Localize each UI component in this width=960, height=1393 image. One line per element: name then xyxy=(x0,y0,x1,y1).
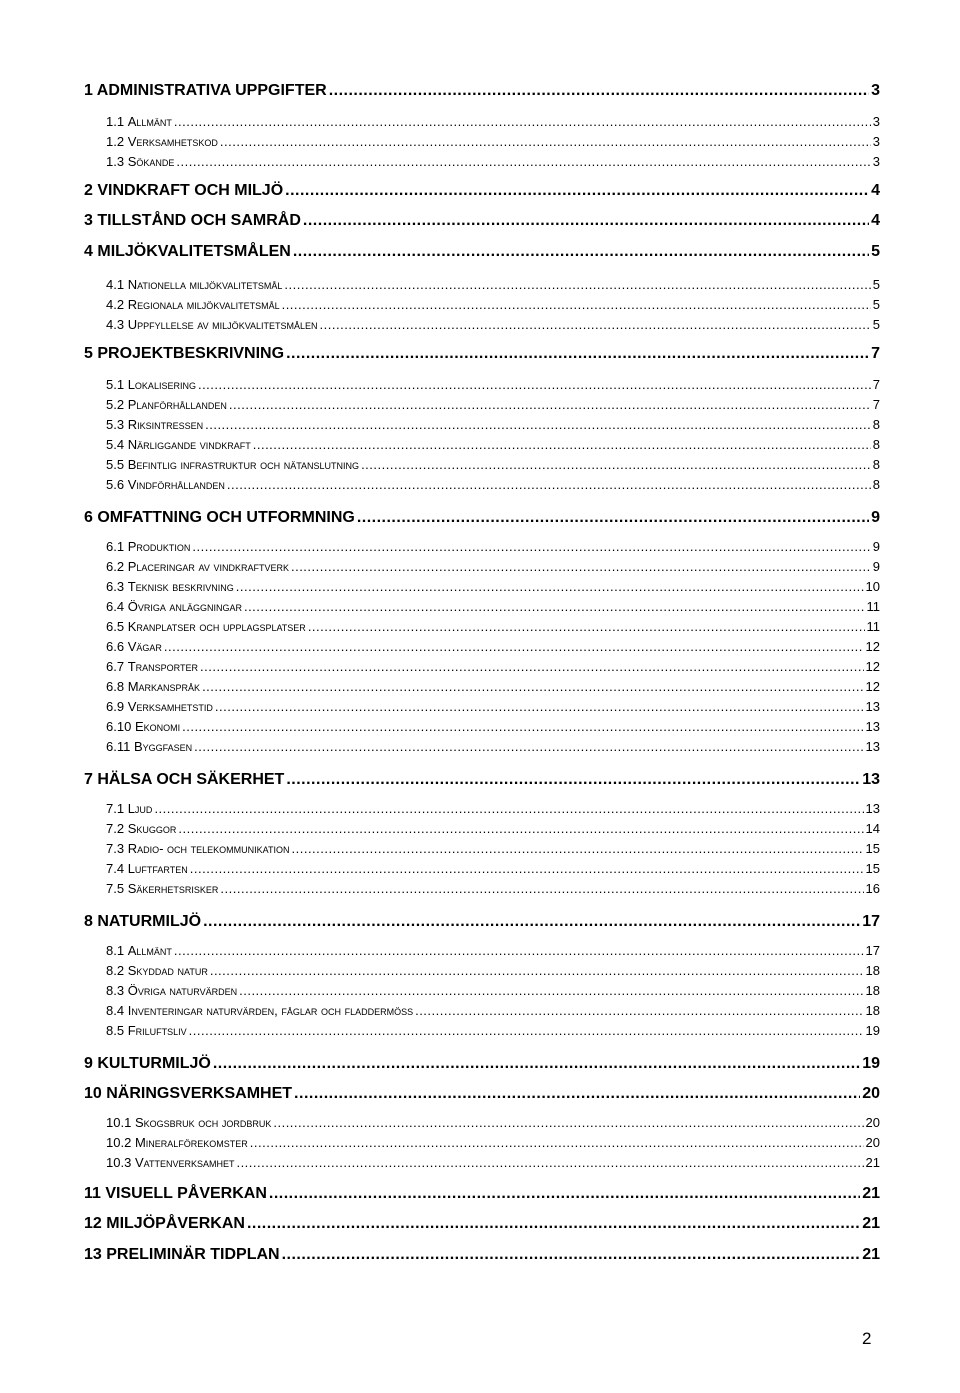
toc-entry-number: 5.1 xyxy=(106,377,125,392)
dot-leader xyxy=(220,881,863,896)
toc-section-entry[interactable] xyxy=(106,559,880,574)
toc-chapter-entry[interactable] xyxy=(84,1185,880,1203)
toc-chapter-entry[interactable] xyxy=(84,82,880,100)
toc-section-entry[interactable] xyxy=(106,1115,880,1130)
toc-entry-page: 3 xyxy=(872,154,880,169)
toc-entry-page: 7 xyxy=(871,345,880,362)
toc-entry-page: 8 xyxy=(872,437,880,452)
dot-leader xyxy=(284,277,870,292)
toc-entry-page: 9 xyxy=(872,539,880,554)
toc-entry-number: 1.1 xyxy=(106,114,125,129)
toc-entry-number: 6.8 xyxy=(106,679,125,694)
toc-section-entry[interactable] xyxy=(106,861,880,876)
toc-entry-page: 21 xyxy=(862,1246,880,1263)
toc-entry-number: 6.5 xyxy=(106,619,125,634)
toc-entry-number: 8.4 xyxy=(106,1003,125,1018)
toc-entry-number: 8.5 xyxy=(106,1023,125,1038)
toc-entry-page: 12 xyxy=(865,639,880,654)
toc-entry-page: 11 xyxy=(866,599,880,614)
toc-entry-label xyxy=(84,1246,280,1264)
toc-entry-label xyxy=(84,212,301,230)
toc-entry-label xyxy=(106,861,188,876)
toc-entry-title: NÄRINGSVERKSAMHET xyxy=(106,1085,293,1102)
toc-entry-page: 5 xyxy=(871,243,880,260)
toc-entry-page: 15 xyxy=(865,841,880,856)
dot-leader xyxy=(164,639,864,654)
dot-leader xyxy=(308,619,865,634)
toc-entry-label xyxy=(84,1215,245,1233)
toc-entry-label xyxy=(106,659,198,674)
toc-entry-number: 5 xyxy=(84,345,93,362)
toc-entry-title: MILJÖPÅVERKAN xyxy=(106,1215,245,1232)
toc-entry-title: Byggfasen xyxy=(133,739,193,754)
toc-section-entry[interactable] xyxy=(106,821,880,836)
toc-entry-number: 10 xyxy=(84,1085,102,1102)
toc-entry-title: Produktion xyxy=(127,539,191,554)
toc-section-entry[interactable] xyxy=(106,1135,880,1150)
dot-leader xyxy=(210,963,864,978)
dot-leader xyxy=(205,417,871,432)
toc-entry-title: PRELIMINÄR TIDPLAN xyxy=(106,1246,280,1263)
toc-entry-label xyxy=(84,1055,211,1073)
toc-section-entry[interactable] xyxy=(106,699,880,714)
dot-leader xyxy=(269,1185,860,1203)
dot-leader xyxy=(282,1246,861,1264)
toc-entry-title: Friluftsliv xyxy=(127,1023,187,1038)
toc-entry-title: Vindförhållanden xyxy=(127,477,225,492)
toc-entry-number: 5.5 xyxy=(106,457,125,472)
toc-entry-title: Ekonomi xyxy=(134,719,181,734)
dot-leader xyxy=(176,154,870,169)
toc-entry-number: 5.2 xyxy=(106,397,125,412)
toc-entry-label xyxy=(84,82,327,100)
toc-section-entry[interactable] xyxy=(106,719,880,734)
dot-leader xyxy=(239,983,863,998)
toc-entry-page: 13 xyxy=(865,699,880,714)
toc-entry-number: 8.2 xyxy=(106,963,125,978)
toc-entry-title: Markanspråk xyxy=(127,679,201,694)
toc-entry-label xyxy=(106,983,237,998)
toc-entry-label xyxy=(106,619,306,634)
dot-leader xyxy=(192,539,870,554)
toc-section-entry[interactable] xyxy=(106,579,880,594)
toc-entry-page: 18 xyxy=(865,983,880,998)
toc-section-entry[interactable] xyxy=(106,134,880,149)
dot-leader xyxy=(285,182,869,200)
toc-entry-number: 8 xyxy=(84,913,93,930)
toc-entry-label xyxy=(106,699,213,714)
toc-entry-page: 21 xyxy=(862,1215,880,1232)
dot-leader xyxy=(203,913,860,931)
dot-leader xyxy=(250,1135,864,1150)
dot-leader xyxy=(236,1155,863,1170)
toc-entry-title: TILLSTÅND OCH SAMRÅD xyxy=(97,212,301,229)
toc-entry-label xyxy=(106,841,290,856)
toc-entry-title: Inventeringar naturvärden, fåglar och fladdermöss xyxy=(127,1003,414,1018)
toc-entry-number: 6.7 xyxy=(106,659,125,674)
toc-entry-page: 20 xyxy=(862,1085,880,1102)
toc-section-entry[interactable] xyxy=(106,659,880,674)
dot-leader xyxy=(178,821,863,836)
toc-entry-title: NATURMILJÖ xyxy=(97,913,202,930)
toc-chapter-entry[interactable] xyxy=(84,243,880,261)
toc-entry-number: 6.2 xyxy=(106,559,125,574)
toc-entry-label xyxy=(106,397,227,412)
toc-chapter-entry[interactable] xyxy=(84,771,880,789)
toc-section-entry[interactable] xyxy=(106,841,880,856)
toc-section-entry[interactable] xyxy=(106,881,880,896)
toc-section-entry[interactable] xyxy=(106,1155,880,1170)
toc-entry-label xyxy=(106,739,192,754)
toc-entry-page: 15 xyxy=(865,861,880,876)
toc-chapter-entry[interactable] xyxy=(84,182,880,200)
toc-section-entry[interactable] xyxy=(106,397,880,412)
toc-entry-title: Vattenverksamhet xyxy=(134,1155,235,1170)
dot-leader xyxy=(361,457,871,472)
toc-entry-title: ADMINISTRATIVA UPPGIFTER xyxy=(96,82,327,99)
toc-entry-number: 1 xyxy=(84,82,93,99)
toc-entry-page: 21 xyxy=(862,1185,880,1202)
toc-section-entry[interactable] xyxy=(106,983,880,998)
dot-leader xyxy=(293,243,869,261)
toc-entry-number: 6.1 xyxy=(106,539,125,554)
toc-entry-title: Placeringar av vindkraftverk xyxy=(127,559,289,574)
toc-entry-number: 12 xyxy=(84,1215,102,1232)
toc-entry-page: 20 xyxy=(865,1115,880,1130)
toc-entry-number: 4.1 xyxy=(106,277,125,292)
toc-entry-number: 6.11 xyxy=(106,739,131,754)
toc-section-entry[interactable] xyxy=(106,739,880,754)
dot-leader xyxy=(247,1215,860,1233)
toc-entry-number: 4.3 xyxy=(106,317,125,332)
dot-leader xyxy=(292,841,864,856)
toc-section-entry[interactable] xyxy=(106,679,880,694)
toc-entry-title: Transporter xyxy=(127,659,198,674)
toc-chapter-entry[interactable] xyxy=(84,345,880,363)
toc-entry-title: Ljud xyxy=(127,801,153,816)
dot-leader xyxy=(286,771,860,789)
toc-entry-title: Verksamhetskod xyxy=(127,134,218,149)
toc-entry-title: Mineralförekomster xyxy=(134,1135,248,1150)
toc-entry-number: 11 xyxy=(84,1185,101,1202)
toc-entry-label xyxy=(106,719,180,734)
toc-entry-number: 5.3 xyxy=(106,417,125,432)
toc-entry-label xyxy=(106,639,162,654)
toc-chapter-entry[interactable] xyxy=(84,1215,880,1233)
toc-entry-label xyxy=(106,821,176,836)
toc-entry-title: PROJEKTBESKRIVNING xyxy=(97,345,285,362)
toc-entry-label xyxy=(106,1155,234,1170)
toc-entry-label xyxy=(106,114,172,129)
toc-entry-title: VINDKRAFT OCH MILJÖ xyxy=(97,182,284,199)
toc-entry-label xyxy=(106,457,359,472)
toc-section-entry[interactable] xyxy=(106,277,880,292)
toc-entry-number: 6.3 xyxy=(106,579,125,594)
toc-entry-title: Övriga anläggningar xyxy=(127,599,242,614)
toc-entry-label xyxy=(106,943,172,958)
toc-entry-label xyxy=(106,477,225,492)
toc-entry-title: Kranplatser och upplagsplatser xyxy=(127,619,306,634)
toc-entry-page: 8 xyxy=(872,477,880,492)
toc-entry-label xyxy=(106,559,289,574)
toc-entry-number: 8.1 xyxy=(106,943,125,958)
toc-entry-label xyxy=(84,509,355,527)
toc-entry-title: Närliggande vindkraft xyxy=(127,437,251,452)
toc-entry-title: Nationella miljökvalitetsmål xyxy=(127,277,283,292)
toc-section-entry[interactable] xyxy=(106,801,880,816)
toc-entry-page: 13 xyxy=(862,771,880,788)
toc-entry-title: Riksintressen xyxy=(127,417,204,432)
toc-entry-number: 1.3 xyxy=(106,154,125,169)
toc-entry-title: Skuggor xyxy=(127,821,177,836)
toc-entry-page: 12 xyxy=(865,679,880,694)
toc-entry-title: OMFATTNING OCH UTFORMNING xyxy=(97,509,355,526)
dot-leader xyxy=(189,1023,864,1038)
dot-leader xyxy=(182,719,863,734)
toc-entry-title: Lokalisering xyxy=(127,377,196,392)
dot-leader xyxy=(213,1055,860,1073)
toc-entry-page: 16 xyxy=(865,881,880,896)
toc-entry-title: Befintlig infrastruktur och nätanslutning xyxy=(127,457,360,472)
toc-section-entry[interactable] xyxy=(106,317,880,332)
page-number: 2 xyxy=(862,1329,872,1348)
toc-entry-number: 7.1 xyxy=(106,801,125,816)
toc-entry-title: Skogsbruk och jordbruk xyxy=(134,1115,272,1130)
toc-chapter-entry[interactable] xyxy=(84,913,880,931)
toc-entry-title: VISUELL PÅVERKAN xyxy=(105,1185,267,1202)
toc-entry-number: 9 xyxy=(84,1055,93,1072)
toc-entry-number: 4 xyxy=(84,243,93,260)
toc-entry-number: 7 xyxy=(84,771,93,788)
dot-leader xyxy=(320,317,871,332)
toc-section-entry[interactable] xyxy=(106,1003,880,1018)
toc-entry-page: 11 xyxy=(866,619,880,634)
toc-entry-label xyxy=(106,377,196,392)
toc-entry-title: Verksamhetstid xyxy=(127,699,213,714)
toc-entry-title: Sökande xyxy=(127,154,175,169)
toc-entry-page: 5 xyxy=(872,297,880,312)
toc-entry-title: HÄLSA OCH SÄKERHET xyxy=(97,771,285,788)
toc-entry-label xyxy=(106,134,218,149)
toc-entry-number: 2 xyxy=(84,182,93,199)
toc-entry-title: Skyddad natur xyxy=(127,963,208,978)
toc-section-entry[interactable] xyxy=(106,437,880,452)
toc-entry-number: 10.1 xyxy=(106,1115,132,1130)
dot-leader xyxy=(198,377,871,392)
dot-leader xyxy=(236,579,864,594)
toc-entry-title: KULTURMILJÖ xyxy=(97,1055,211,1072)
toc-entry-label xyxy=(106,801,152,816)
toc-entry-label xyxy=(84,771,284,789)
toc-entry-page: 8 xyxy=(872,457,880,472)
toc-entry-label xyxy=(84,913,201,931)
dot-leader xyxy=(329,82,869,100)
dot-leader xyxy=(253,437,871,452)
toc-entry-number: 6.6 xyxy=(106,639,125,654)
dot-leader xyxy=(190,861,864,876)
toc-entry-page: 18 xyxy=(865,1003,880,1018)
toc-entry-title: Luftfarten xyxy=(127,861,188,876)
toc-entry-title: Allmänt xyxy=(127,114,172,129)
toc-entry-page: 19 xyxy=(865,1023,880,1038)
toc-entry-title: MILJÖKVALITETSMÅLEN xyxy=(97,243,291,260)
toc-entry-number: 8.3 xyxy=(106,983,125,998)
toc-entry-title: Uppfyllelse av miljökvalitetsmålen xyxy=(127,317,318,332)
toc-entry-label xyxy=(106,881,218,896)
toc-entry-page: 17 xyxy=(862,913,880,930)
toc-entry-label xyxy=(106,579,234,594)
toc-entry-label xyxy=(106,437,251,452)
toc-entry-label xyxy=(106,1115,271,1130)
dot-leader xyxy=(174,114,871,129)
toc-section-entry[interactable] xyxy=(106,619,880,634)
toc-section-entry[interactable] xyxy=(106,963,880,978)
dot-leader xyxy=(200,659,864,674)
dot-leader xyxy=(294,1085,860,1103)
dot-leader xyxy=(273,1115,863,1130)
toc-entry-number: 6.9 xyxy=(106,699,125,714)
toc-entry-page: 13 xyxy=(865,719,880,734)
toc-entry-number: 5.4 xyxy=(106,437,125,452)
toc-entry-label xyxy=(106,1003,413,1018)
toc-entry-number: 7.5 xyxy=(106,881,125,896)
toc-section-entry[interactable] xyxy=(106,1023,880,1038)
toc-entry-page: 9 xyxy=(872,559,880,574)
toc-chapter-entry[interactable] xyxy=(84,509,880,527)
toc-entry-page: 14 xyxy=(865,821,880,836)
toc-entry-number: 7.4 xyxy=(106,861,125,876)
toc-entry-number: 1.2 xyxy=(106,134,125,149)
dot-leader xyxy=(227,477,871,492)
toc-section-entry[interactable] xyxy=(106,539,880,554)
toc-entry-page: 3 xyxy=(872,134,880,149)
toc-entry-label xyxy=(106,599,242,614)
toc-chapter-entry[interactable] xyxy=(84,1246,880,1264)
toc-section-entry[interactable] xyxy=(106,599,880,614)
toc-entry-page: 7 xyxy=(872,397,880,412)
dot-leader xyxy=(303,212,869,230)
toc-section-entry[interactable] xyxy=(106,417,880,432)
dot-leader xyxy=(154,801,863,816)
toc-entry-label xyxy=(106,1023,187,1038)
toc-entry-number: 7.3 xyxy=(106,841,125,856)
toc-entry-page: 19 xyxy=(862,1055,880,1072)
toc-entry-label xyxy=(84,243,291,261)
toc-chapter-entry[interactable] xyxy=(84,212,880,230)
toc-entry-page: 3 xyxy=(871,82,880,99)
dot-leader xyxy=(357,509,869,527)
toc-entry-number: 7.2 xyxy=(106,821,125,836)
toc-entry-title: Vägar xyxy=(127,639,162,654)
toc-entry-page: 20 xyxy=(865,1135,880,1150)
toc-entry-title: Teknisk beskrivning xyxy=(127,579,234,594)
dot-leader xyxy=(202,679,863,694)
toc-entry-label xyxy=(106,297,280,312)
toc-entry-title: Planförhållanden xyxy=(127,397,227,412)
toc-section-entry[interactable] xyxy=(106,377,880,392)
toc-entry-label xyxy=(106,1135,248,1150)
toc-entry-title: Övriga naturvärden xyxy=(127,983,238,998)
toc-section-entry[interactable] xyxy=(106,457,880,472)
toc-entry-page: 13 xyxy=(865,739,880,754)
dot-leader xyxy=(194,739,863,754)
toc-entry-number: 6.4 xyxy=(106,599,125,614)
toc-entry-label xyxy=(106,154,174,169)
dot-leader xyxy=(220,134,871,149)
toc-entry-page: 7 xyxy=(872,377,880,392)
toc-entry-title: Säkerhetsrisker xyxy=(127,881,219,896)
toc-entry-title: Radio- och telekommunikation xyxy=(127,841,290,856)
toc-entry-number: 3 xyxy=(84,212,93,229)
toc-entry-page: 21 xyxy=(865,1155,880,1170)
toc-entry-label xyxy=(84,1185,267,1203)
toc-entry-page: 4 xyxy=(871,212,880,229)
toc-entry-title: Regionala miljökvalitetsmål xyxy=(127,297,280,312)
dot-leader xyxy=(291,559,871,574)
toc-entry-number: 13 xyxy=(84,1246,102,1263)
toc-entry-title: Allmänt xyxy=(127,943,172,958)
toc-entry-page: 5 xyxy=(872,277,880,292)
toc-entry-label xyxy=(106,277,282,292)
dot-leader xyxy=(215,699,864,714)
toc-entry-label xyxy=(106,679,200,694)
toc-entry-page: 17 xyxy=(865,943,880,958)
toc-entry-number: 10.2 xyxy=(106,1135,132,1150)
toc-entry-page: 18 xyxy=(865,963,880,978)
toc-entry-page: 8 xyxy=(872,417,880,432)
toc-section-entry[interactable] xyxy=(106,154,880,169)
dot-leader xyxy=(229,397,871,412)
toc-section-entry[interactable] xyxy=(106,477,880,492)
toc-entry-page: 13 xyxy=(865,801,880,816)
toc-section-entry[interactable] xyxy=(106,639,880,654)
toc-entry-label xyxy=(106,317,318,332)
dot-leader xyxy=(244,599,865,614)
toc-entry-label xyxy=(106,539,190,554)
dot-leader xyxy=(174,943,864,958)
toc-section-entry[interactable] xyxy=(106,297,880,312)
toc-entry-page: 10 xyxy=(865,579,880,594)
toc-entry-label xyxy=(84,345,284,363)
toc-entry-page: 5 xyxy=(872,317,880,332)
toc-section-entry[interactable] xyxy=(106,943,880,958)
toc-entry-number: 4.2 xyxy=(106,297,125,312)
toc-entry-page: 4 xyxy=(871,182,880,199)
toc-entry-label xyxy=(106,417,203,432)
toc-entry-number: 5.6 xyxy=(106,477,125,492)
dot-leader xyxy=(286,345,869,363)
toc-entry-label xyxy=(84,182,283,200)
toc-entry-label xyxy=(84,1085,292,1103)
dot-leader xyxy=(415,1003,863,1018)
toc-entry-page: 3 xyxy=(872,114,880,129)
toc-entry-page: 12 xyxy=(865,659,880,674)
toc-entry-number: 6 xyxy=(84,509,93,526)
toc-entry-number: 10.3 xyxy=(106,1155,132,1170)
toc-entry-page: 9 xyxy=(871,509,880,526)
toc-entry-number: 6.10 xyxy=(106,719,132,734)
dot-leader xyxy=(282,297,871,312)
toc-entry-label xyxy=(106,963,208,978)
toc-chapter-entry[interactable] xyxy=(84,1085,880,1103)
toc-section-entry[interactable] xyxy=(106,114,880,129)
toc-chapter-entry[interactable] xyxy=(84,1055,880,1073)
